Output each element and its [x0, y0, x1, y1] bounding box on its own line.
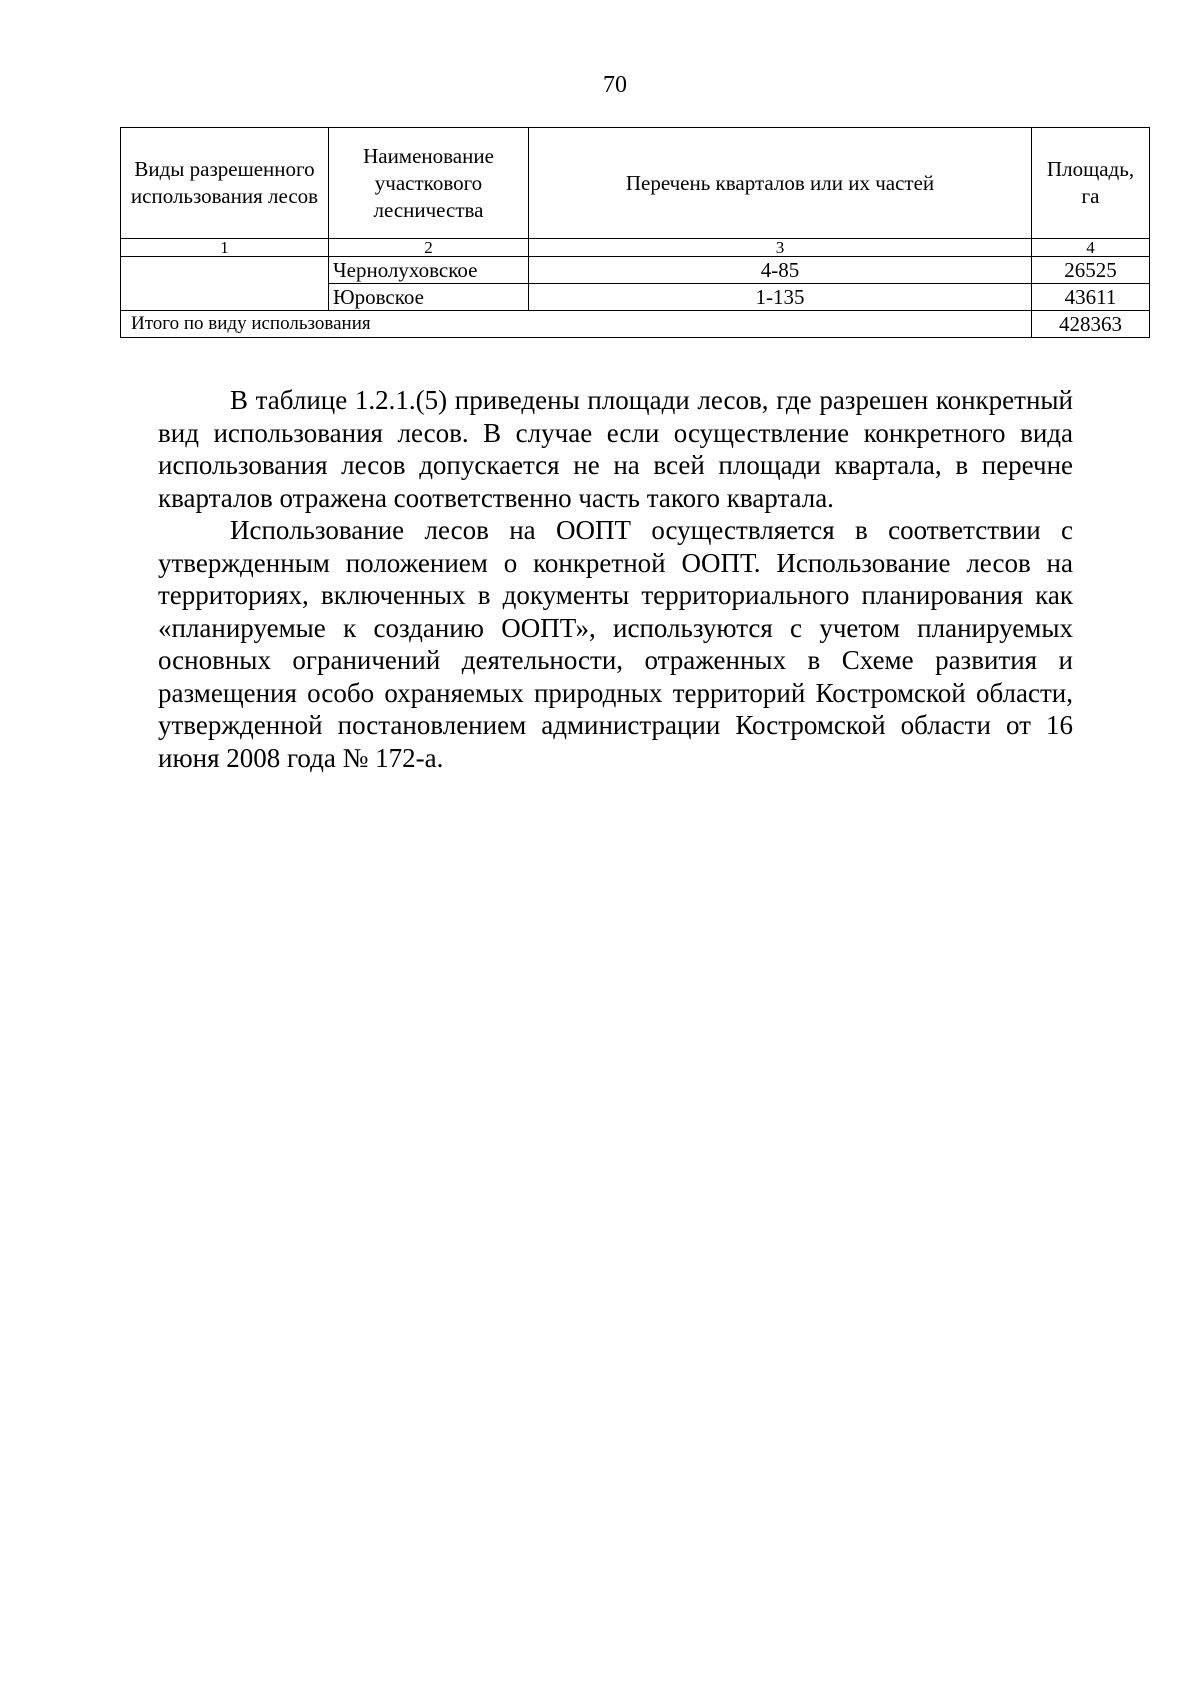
header-forestry-name: Наименование участкового лесничества	[329, 128, 529, 239]
paragraph: Использование лесов на ООПТ осуществляется в соответствии с утвержденным положением о конкретной ООПТ. Использование лесов на территориях, включенных в документы территориального планирования как «планируемые к созданию ООПТ», используются с учетом планируемых основных ограничений деятельности, отраженных в Схеме развития и размещения особо охраняемых природных территорий Костромской области, утвержденной постановлением администрации Костромской области от 16 июня 2008 года № 172-а.	[158, 515, 1073, 773]
column-number: 1	[121, 239, 329, 257]
table-row	[121, 257, 1150, 284]
column-number: 2	[329, 239, 529, 257]
table-column-numbers-row	[121, 239, 1150, 257]
table-header-row	[121, 128, 1150, 239]
header-usage-type: Виды разрешенного использования лесов	[121, 128, 329, 239]
usage-cell	[121, 257, 329, 311]
page-number: 70	[603, 72, 627, 98]
header-quarters-list: Перечень кварталов или их частей	[529, 128, 1032, 239]
table-total-row	[121, 311, 1150, 338]
header-area: Площадь, га	[1032, 128, 1150, 239]
column-number: 3	[529, 239, 1032, 257]
total-label: Итого по виду использования	[121, 311, 1032, 338]
area-cell: 26525	[1032, 257, 1150, 284]
body-text	[158, 384, 1073, 774]
quarters-cell: 1-135	[529, 284, 1032, 311]
area-cell: 43611	[1032, 284, 1150, 311]
total-value: 428363	[1032, 311, 1150, 338]
column-number: 4	[1032, 239, 1150, 257]
quarters-cell: 4-85	[529, 257, 1032, 284]
forestry-cell: Юровское	[329, 284, 529, 311]
forest-usage-table	[120, 127, 1150, 338]
paragraph: В таблице 1.2.1.(5) приведены площади лесов, где разрешен конкретный вид использования лесов. В случае если осуществление конкретного вида использования лесов допускается не на всей площади квартала, в перечне кварталов отражена соответственно часть такого квартала.	[158, 385, 1073, 513]
forestry-cell: Чернолуховское	[329, 257, 529, 284]
